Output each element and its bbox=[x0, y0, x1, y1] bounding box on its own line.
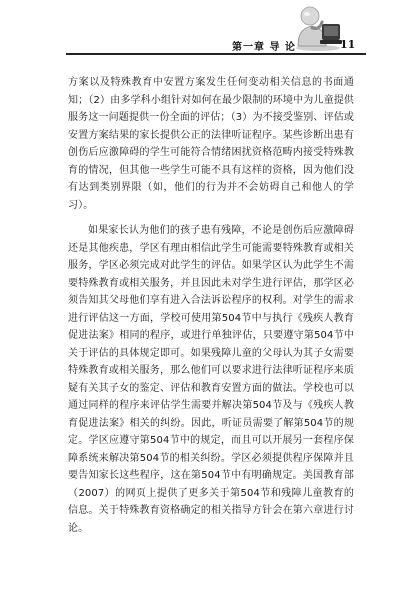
paragraph: 方案以及特殊教育中安置方案发生任何变动相关信息的书面通知；（2）由多学科小组针对如何在最少限制的环境中为儿童提供服务这一问题提供一份全面的评估；（3）为不接受鉴别、评估或安置方案结果的家长提供公正的法律听证程序。某些诊断出患有创伤后应激障碍的学生可能符合情绪困扰资格范畴内接受特殊教育的情况，但其他一些学生可能不具有这样的资格，因为他们没有达到类别界限（如，他们的行为并不会妨碍自己和他人的学习）。 bbox=[68, 77, 354, 211]
chapter-title: 第一章 导 论 bbox=[232, 42, 296, 53]
header-rule bbox=[66, 53, 366, 55]
page-number: 11 bbox=[340, 38, 356, 51]
thinking-figure-icon bbox=[288, 4, 344, 52]
body-text bbox=[68, 74, 354, 537]
paragraph: 如果家长认为他们的孩子患有残障，不论是创伤后应激障碍还是其他疾患，学区有理由相信此学生可能需要特殊教育或相关服务，学区必须完成对此学生的评估。如果学区认为此学生不需要特殊教育或相关服务，并且因此未对学生进行评估，那学区必须告知其父母他们享有进入合法诉讼程序的权利。对学生的需求进行评估这一方面，学校可使用第504节中与执行《残疾人教育促进法案》相同的程序，或进行单独评估，只要遵守第504节中关于评估的具体规定即可。如果残障儿童的父母认为其子女需要特殊教育或相关服务，那么他们可以要求进行法律听证程序来质疑有关其子女的鉴定、评估和教育安置方面的做法。学校也可以通过同样的程序来评估学生需要并解决第504节及与《残疾人教育促进法案》相关的纠纷。因此，听证员需要了解第504节的规定。学区应遵守第504节中的规定，而且可以开展另一套程序保障系统来解决第504节的相关纠纷。学区必须提供程序保障并且要告知家长这些程序，这在第504节中有明确规定。美国教育部（2007）的网页上提供了更多关于第504节和残障儿童教育的信息。关于特殊教育资格确定的相关指导方针会在第六章进行讨论。 bbox=[68, 225, 354, 534]
page-header bbox=[0, 0, 400, 62]
